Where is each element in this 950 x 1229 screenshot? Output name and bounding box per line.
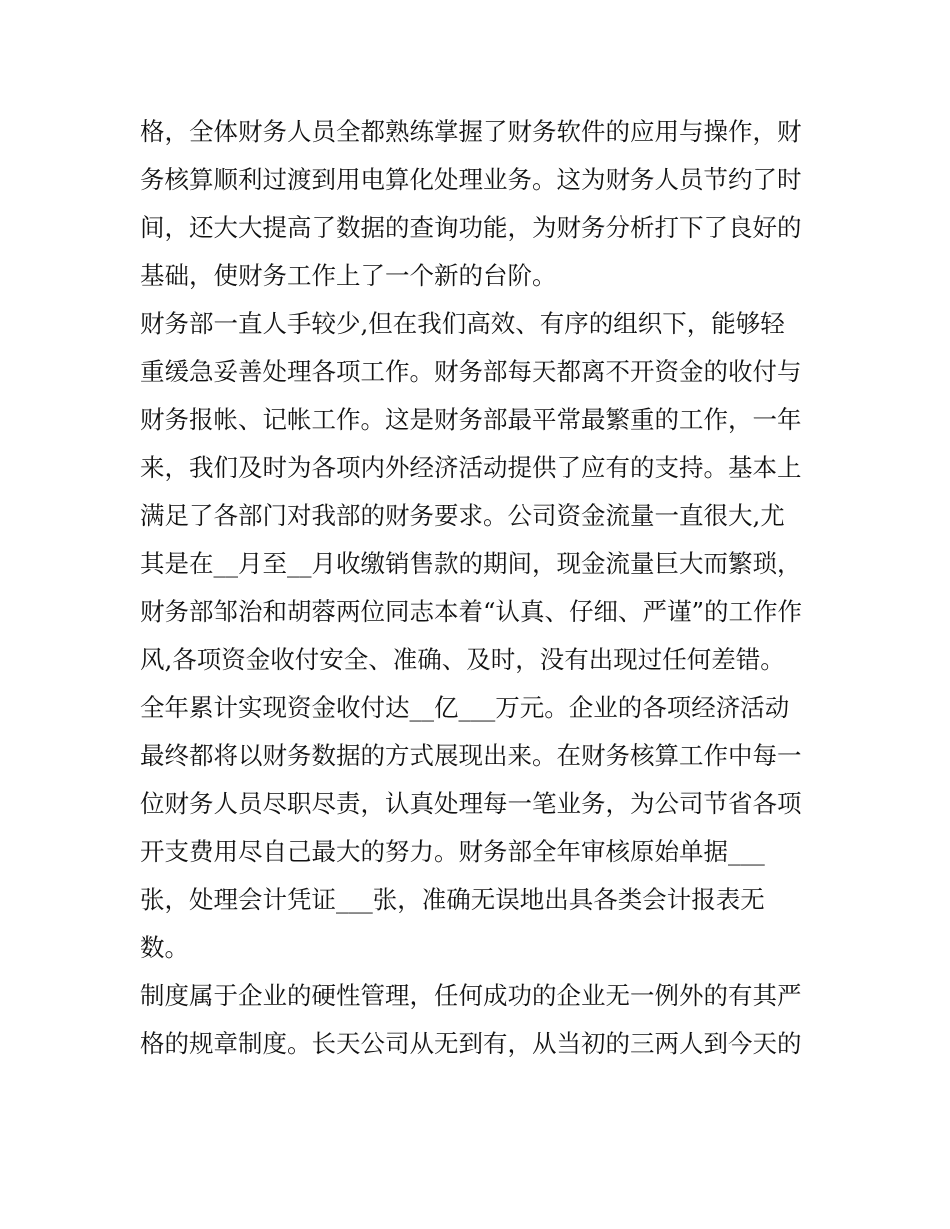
- text-line: 重缓急妥善处理各项工作。财务部每天都离不开资金的收付与: [140, 357, 802, 386]
- text-line: 最终都将以财务数据的方式展现出来。在财务核算工作中每一: [140, 741, 802, 770]
- text-line: 间，还大大提高了数据的查询功能，为财务分析打下了良好的: [140, 213, 802, 242]
- text-line: 张，处理会计凭证___张，准确无误地出具各类会计报表无: [140, 885, 765, 914]
- text-line: 基础，使财务工作上了一个新的台阶。: [140, 261, 557, 290]
- text-line: 务核算顺利过渡到用电算化处理业务。这为财务人员节约了时: [140, 165, 802, 194]
- text-line: 制度属于企业的硬性管理，任何成功的企业无一例外的有其严: [140, 981, 802, 1010]
- text-line: 财务部一直人手较少,但在我们高效、有序的组织下，能够轻: [140, 309, 785, 338]
- text-line: 来，我们及时为各项内外经济活动提供了应有的支持。基本上: [140, 453, 802, 482]
- body-text: [140, 108, 820, 1068]
- text-line: 满足了各部门对我部的财务要求。公司资金流量一直很大,尤: [140, 501, 785, 530]
- text-line: 全年累计实现资金收付达__亿___万元。企业的各项经济活动: [140, 693, 790, 722]
- text-line: 财务部邹治和胡蓉两位同志本着“认真、仔细、严谨”的工作作: [140, 597, 803, 626]
- text-line: 财务报帐、记帐工作。这是财务部最平常最繁重的工作，一年: [140, 405, 802, 434]
- text-line: 位财务人员尽职尽责，认真处理每一笔业务，为公司节省各项: [140, 789, 802, 818]
- text-line: 格，全体财务人员全都熟练掌握了财务软件的应用与操作，财: [140, 117, 802, 146]
- text-line: 风,各项资金收付安全、准确、及时，没有出现过任何差错。: [140, 645, 785, 674]
- text-line: 格的规章制度。长天公司从无到有，从当初的三两人到今天的: [140, 1029, 802, 1058]
- text-line: 开支费用尽自己最大的努力。财务部全年审核原始单据___: [140, 837, 765, 866]
- text-line: 数。: [140, 933, 189, 962]
- text-line: 其是在__月至__月收缴销售款的期间，现金流量巨大而繁琐，: [140, 549, 802, 578]
